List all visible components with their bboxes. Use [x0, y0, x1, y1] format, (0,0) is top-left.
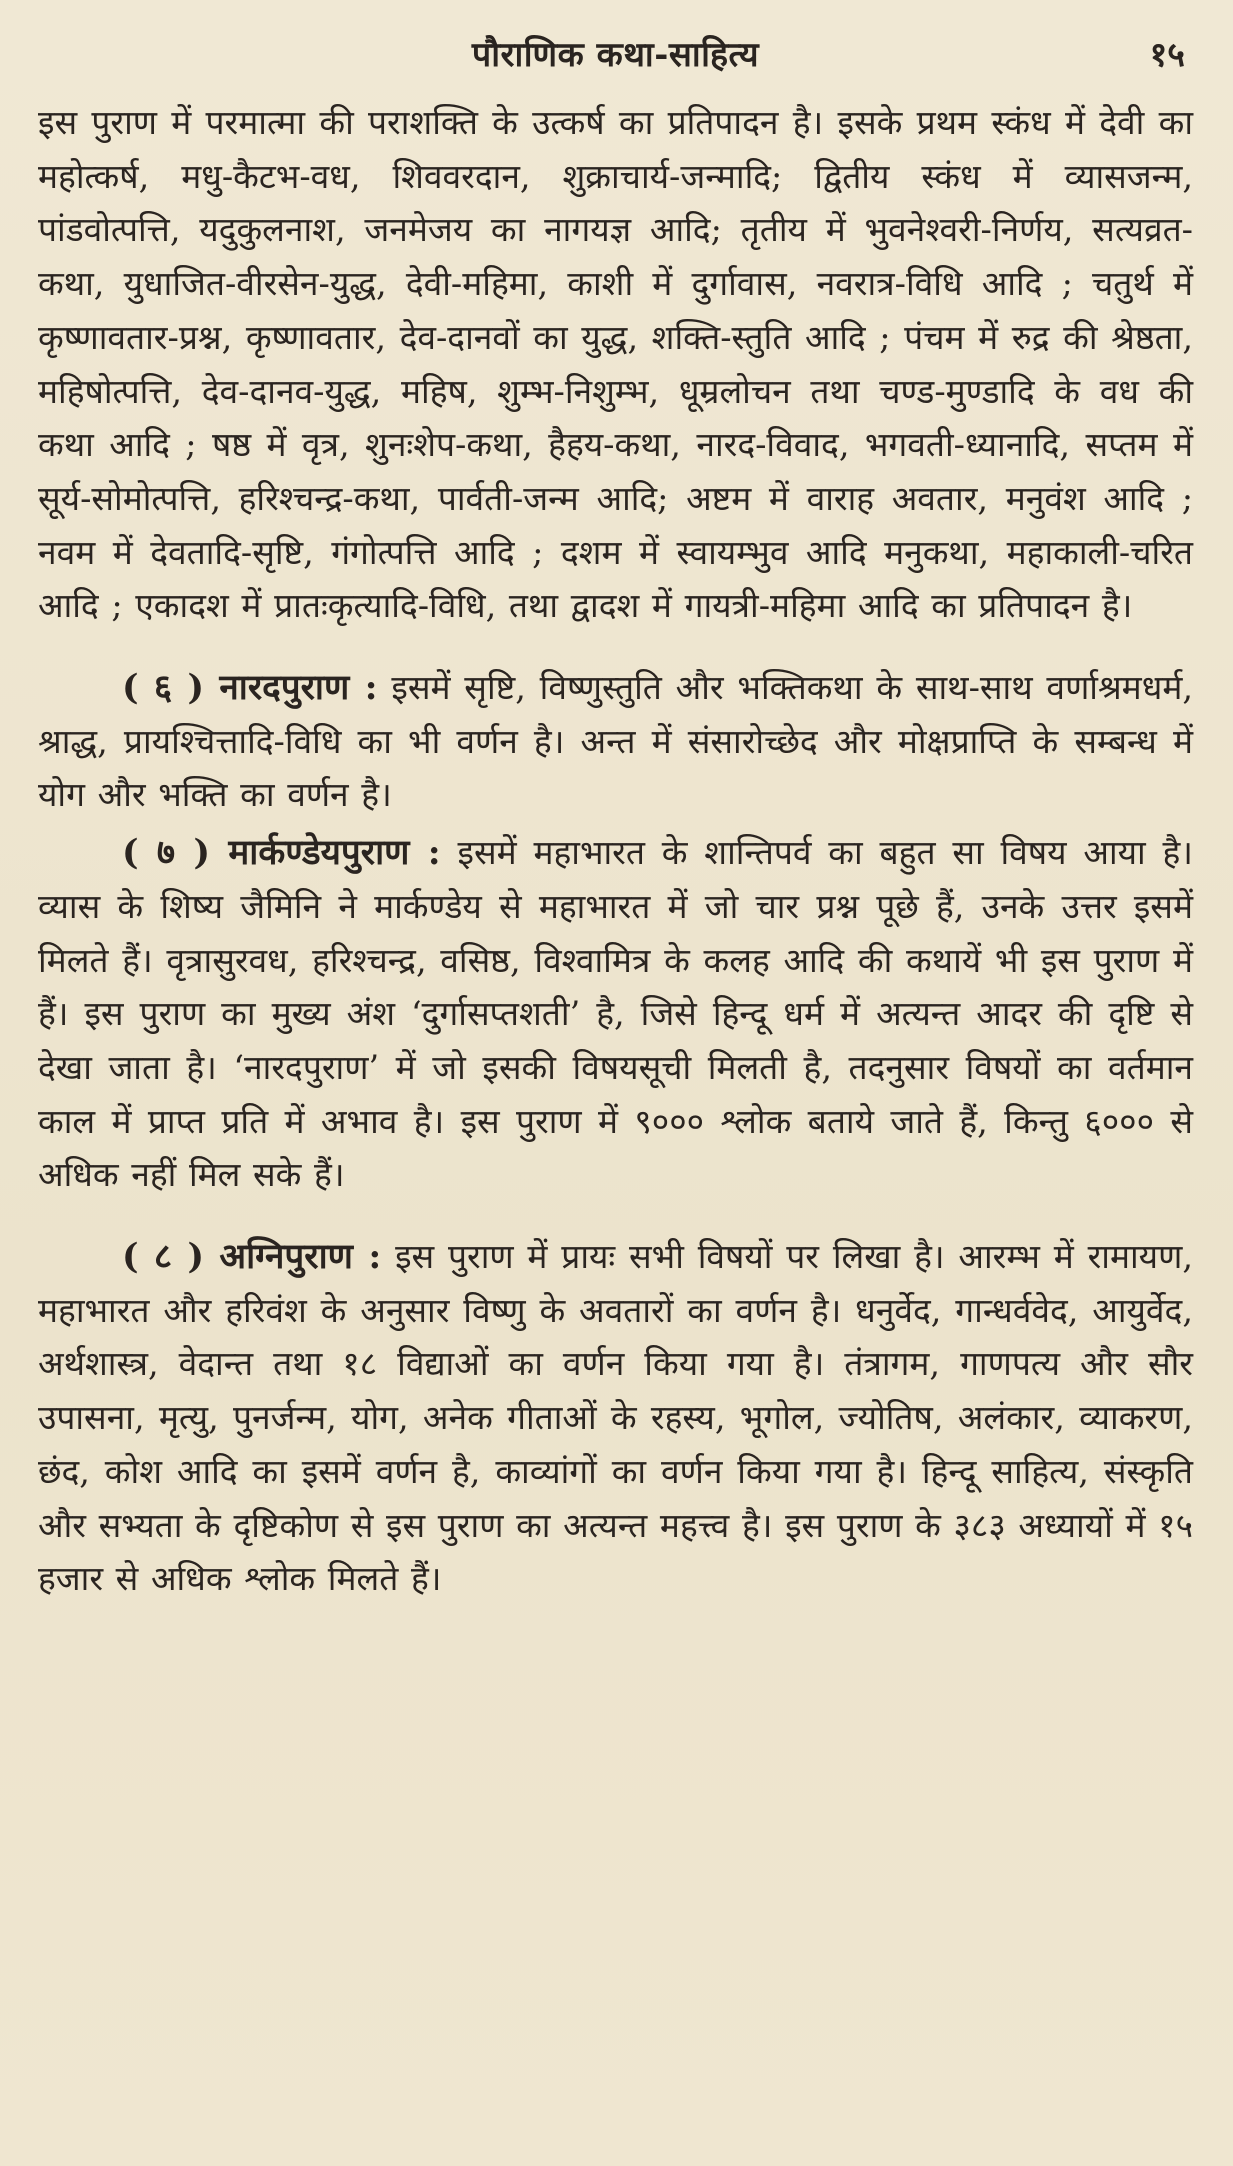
paragraph-markandeya-purana: [38, 826, 1193, 1202]
paragraph-devi-bhagavata: [38, 96, 1193, 633]
paragraph-text: इस पुराण में परमात्मा की पराशक्ति के उत्कर्ष का प्रतिपादन है। इसके प्रथम स्कंध में देवी का महोत्कर्ष, मधु-कैटभ-वध, शिववरदान, शुक्राचार्य-जन्मादि; द्वितीय स्कंध में व्यासजन्म, पांडवोत्पत्ति, यदुकुलनाश, जनमेजय का नागयज्ञ आदि; तृतीय में भुवनेश्वरी-निर्णय, सत्यव्रत-कथा, युधाजित-वीरसेन-युद्ध, देवी-महिमा, काशी में दुर्गावास, नवरात्र-विधि आदि ; चतुर्थ में कृष्णावतार-प्रश्न, कृष्णावतार, देव-दानवों का युद्ध, शक्ति-स्तुति आदि ; पंचम में रुद्र की श्रेष्ठता, महिषोत्पत्ति, देव-दानव-युद्ध, महिष, शुम्भ-निशुम्भ, धूम्रलोचन तथा चण्ड-मुण्डादि के वध की कथा आदि ; षष्ठ में वृत्र, शुनःशेप-कथा, हैहय-कथा, नारद-विवाद, भगवती-ध्यानादि, सप्तम में सूर्य-सोमोत्पत्ति, हरिश्चन्द्र-कथा, पार्वती-जन्म आदि; अष्टम में वाराह अवतार, मनुवंश आदि ; नवम में देवतादि-सृष्टि, गंगोत्पत्ति आदि ; दशम में स्वायम्भुव आदि मनुकथा, महाकाली-चरित आदि ; एकादश में प्रातःकृत्यादि-विधि, तथा द्वादश में गायत्री-महिमा आदि का प्रतिपादन है।: [38, 103, 1193, 626]
paragraph-text: इस पुराण में प्रायः सभी विषयों पर लिखा है। आरम्भ में रामायण, महाभारत और हरिवंश के अनुसार विष्णु के अवतारों का वर्णन है। धनुर्वेद, गान्धर्ववेद, आयुर्वेद, अर्थशास्त्र, वेदान्त तथा १८ विद्याओं का वर्णन किया गया है। तंत्रागम, गाणपत्य और सौर उपासना, मृत्यु, पुनर्जन्म, योग, अनेक गीताओं के रहस्य, भूगोल, ज्योतिष, अलंकार, व्याकरण, छंद, कोश आदि का इसमें वर्णन है, काव्यांगों का वर्णन किया गया है। हिन्दू साहित्य, संस्कृति और सभ्यता के दृष्टिकोण से इस पुराण का अत्यन्त महत्त्व है। इस पुराण के ३८३ अध्यायों में १५ हजार से अधिक श्लोक मिलते हैं।: [38, 1237, 1193, 1599]
running-title: पौराणिक कथा-साहित्य: [471, 35, 760, 75]
paragraph-narada-purana: [38, 661, 1193, 822]
running-header: [38, 22, 1193, 96]
page-number: १५: [1149, 35, 1185, 75]
section-heading: ( ६ ) नारदपुराण :: [122, 667, 378, 709]
section-heading: ( ८ ) अग्निपुराण :: [122, 1236, 382, 1278]
paragraph-agni-purana: [38, 1230, 1193, 1606]
paragraph-text: इसमें सृष्टि, विष्णुस्तुति और भक्तिकथा के साथ-साथ वर्णाश्रमधर्म, श्राद्ध, प्रायश्चित्तादि-विधि का भी वर्णन है। अन्त में संसारोच्छेद और मोक्षप्राप्ति के सम्बन्ध में योग और भक्ति का वर्णन है।: [38, 668, 1193, 815]
paragraph-text: इसमें महाभारत के शान्तिपर्व का बहुत सा विषय आया है। व्यास के शिष्य जैमिनि ने मार्कण्डेय से महाभारत में जो चार प्रश्न पूछे हैं, उनके उत्तर इसमें मिलते हैं। वृत्रासुरवध, हरिश्चन्द्र, वसिष्ठ, विश्वामित्र के कलह आदि की कथायें भी इस पुराण में हैं। इस पुराण का मुख्य अंश ‘दुर्गासप्तशती’ है, जिसे हिन्दू धर्म में अत्यन्त आदर की दृष्टि से देखा जाता है। ‘नारदपुराण’ में जो इसकी विषयसूची मिलती है, तदनुसार विषयों का वर्तमान काल में प्राप्त प्रति में अभाव है। इस पुराण में ९००० श्लोक बताये जाते हैं, किन्तु ६००० से अधिक नहीं मिल सके हैं।: [38, 833, 1193, 1195]
section-heading: ( ७ ) मार्कण्डेयपुराण :: [122, 832, 441, 874]
